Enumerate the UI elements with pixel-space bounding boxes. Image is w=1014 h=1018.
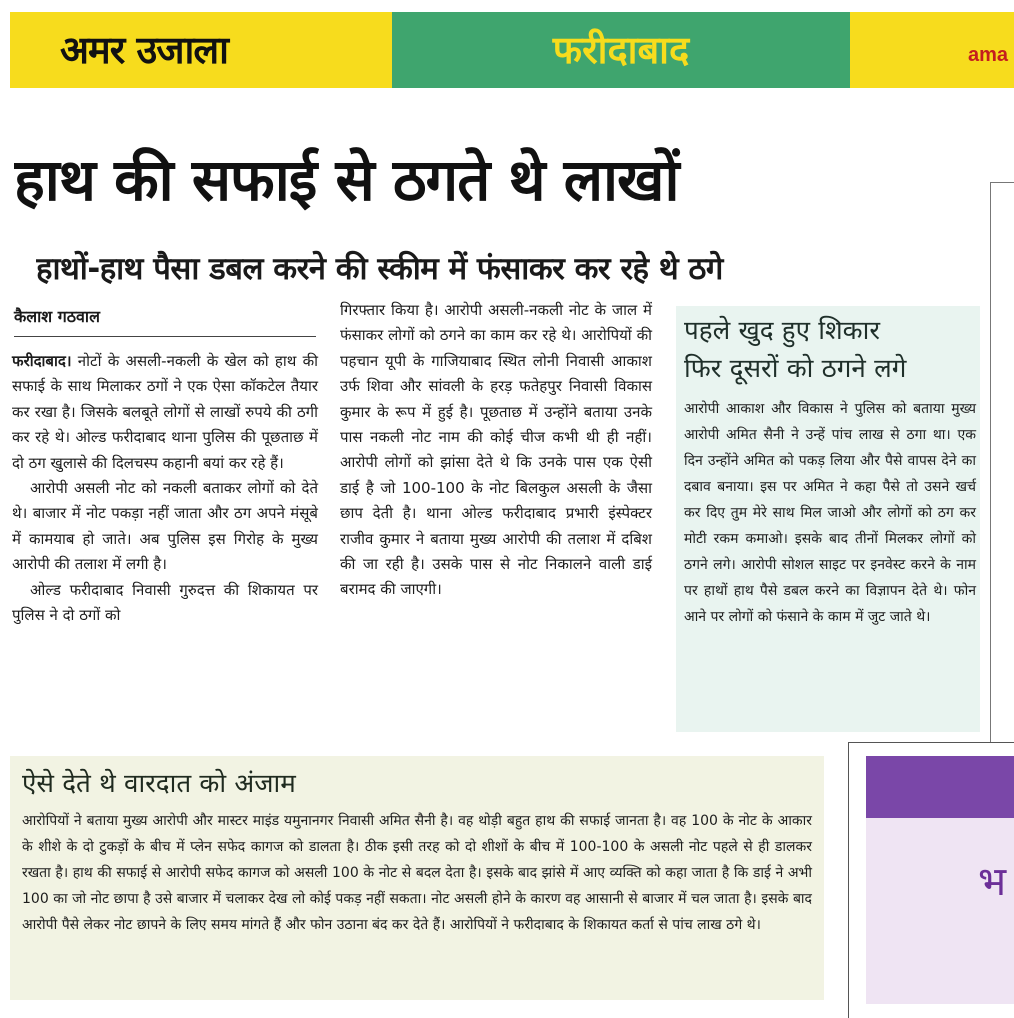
article-paragraph: ओल्ड फरीदाबाद निवासी गुरुदत्त की शिकायत पर पुलिस ने दो ठगों को: [12, 580, 318, 625]
adjacent-article-frame: [990, 182, 1014, 743]
city-edition-label: फरीदाबाद: [392, 12, 850, 88]
article-dateline: फरीदाबाद।: [12, 352, 72, 370]
advertisement-letter: भ: [978, 859, 1007, 905]
sidebar-title: [684, 312, 974, 392]
article-column-1: [12, 349, 318, 628]
paragraph-text: नोटों के असली-नकली के खेल को हाथ की सफाई के साथ मिलाकर ठगों ने एक ऐसा कॉकटेल तैयार कर रखा है। जिसके बलबूते लोगों से लाखों रुपये की ठगी कर रहे थे। ओल्ड फरीदाबाद थाना पुलिस की पूछताछ में दो ठग खुलासे की दिलचस्प कहानी बयां कर रहे हैं।: [12, 352, 318, 472]
article-paragraph: गिरफ्तार किया है। आरोपी असली-नकली नोट के जाल में फंसाकर लोगों को ठगने का काम कर रहे थे। आरोपियों की पहचान यूपी के गाजियाबाद स्थित लोनी निवासी आकाश उर्फ शिवा और सांवली के हरड़ फतेहपुर निवासी विकास कुमार के रूप में हुई है। पूछताछ में उन्होंने बताया उनके पास नकली नोट नाम की कोई चीज कभी थी ही नहीं। आरोपी लोगों को झांसा देते थे कि उनके पास एक ऐसी डाई है जो 100-100 के नोट बिलकुल असली के जैसा छाप देती है। थाना ओल्ड फरीदाबाद प्रभारी इंस्पेक्टर राजीव कुमार ने बताया मुख्य आरोपी की तलाश में दबिश की जा रही है। उसके पास से नोट निकालने वाली डाई बरामद की जाएगी।: [340, 301, 652, 599]
brand-url-fragment: ama: [968, 44, 1009, 66]
article-subheadline: हाथों-हाथ पैसा डबल करने की स्कीम में फंसाकर कर रहे थे ठगे: [36, 251, 723, 287]
sidebar-title-line-2: फिर दूसरों को ठगने लगे: [684, 354, 907, 384]
sidebar-body: [684, 396, 976, 630]
box-body: [22, 808, 812, 938]
box-paragraph: आरोपियों ने बताया मुख्य आरोपी और मास्टर माइंड यमुनानगर निवासी अमित सैनी है। वह थोड़ी बहुत हाथ की सफाई जानता है। वह 100 के नोट के आकार के शीशे के दो टुकड़ों के बीच में प्लेन सफेद कागज को डालता है। ठीक इसी तरह को दो शीशों के बीच में 100-100 के असली नोट पहले से ही डालकर रखता है। हाथ की सफाई से आरोपी सफेद कागज को असली 100 के नोट से बदल देता है। इसके बाद झांसे में आए व्यक्ति को कहा जाता है कि डाई ने अभी 100 का जो नोट छापा है उसे बाजार में चलाकर देख लो कोई पकड़ नहीं सकता। नोट असली होने के कारण वह आसानी से बाजार में चल जाता है। इसके बाद आरोपी पैसे लेकर नोट छापने के लिए समय मांगते हैं और फोन उठाना बंद कर देते हैं। आरोपियों ने फरीदाबाद के शिकायत कर्ता से पांच लाख ठगे थे।: [22, 813, 812, 933]
box-title: ऐसे देते थे वारदात को अंजाम: [22, 769, 296, 799]
advertisement-banner: [866, 756, 1014, 818]
byline-divider: [14, 336, 316, 337]
article-byline: कैलाश गठवाल: [14, 307, 100, 326]
sidebar-paragraph: आरोपी आकाश और विकास ने पुलिस को बताया मुख्य आरोपी अमित सैनी ने उन्हें पांच लाख से ठगा था। एक दिन उन्होंने अमित को पकड़ लिया और पैसे वापस देने का दबाव बनाया। इस पर अमित ने कहा पैसे तो उसने खर्च कर दिए तुम मेरे साथ मिल जाओ और लोगों को ठग कर मोटी रकम कमाओ। इसके बाद तीनों मिलकर लोगों को ठगने लगे। आरोपी सोशल साइट पर इनवेस्ट करने के नाम पर हाथों हाथ पैसे डबल करने का विज्ञापन देते थे। फोन आने पर लोगों को फंसाने के काम में जुट जाते थे।: [684, 401, 976, 625]
article-paragraph: आरोपी असली नोट को नकली बताकर लोगों को देते थे। बाजार में नोट पकड़ा नहीं जाता और ठग अपने मंसूबे में कामयाब हो जाते। अब पुलिस इस गिरोह के मुख्य आरोपी की तलाश में लगी है।: [12, 479, 318, 574]
article-paragraph: [12, 349, 318, 476]
newspaper-masthead: अमर उजाला: [60, 27, 228, 72]
article-headline: हाथ की सफाई से ठगते थे लाखों: [14, 146, 679, 214]
sidebar-title-line-1: पहले खुद हुए शिकार: [684, 316, 881, 346]
article-column-2: [340, 298, 652, 603]
